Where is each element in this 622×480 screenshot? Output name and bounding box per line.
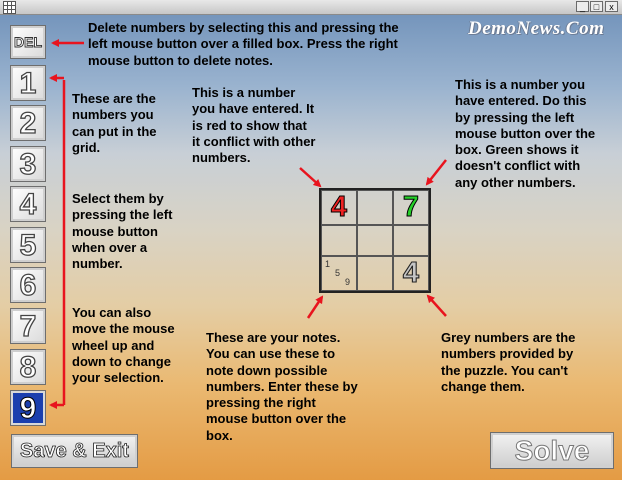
valid-annotation: This is a number you have entered. Do this by pressing the left mouse button over the box. Green shows it doesn't conflict with any other numbers. [455,77,596,190]
grid-cell[interactable]: 7 [393,190,429,225]
given-annotation: Grey numbers are the numbers provided by the puzzle. You can't change them. [441,330,576,394]
solve-button[interactable]: Solve [491,433,613,468]
number-button-8[interactable]: 8 [11,350,45,384]
minimize-button[interactable]: _ [576,1,589,12]
number-button-2[interactable]: 2 [11,106,45,140]
close-button[interactable]: x [605,1,618,12]
number-button-1[interactable]: 1 [11,66,45,100]
arrow-to-notes-cell [308,297,322,318]
number-button-9[interactable]: 9 [11,391,45,425]
delete-button[interactable]: DEL [11,26,45,58]
number-button-7[interactable]: 7 [11,309,45,343]
select-annotation: Select them by pressing the left mouse button when over a number. [72,191,173,272]
wheel-annotation: You can also move the mouse wheel up and down to change your selection. [72,305,175,386]
number-button-6[interactable]: 6 [11,268,45,302]
grid-cell[interactable]: 4 [393,256,429,291]
save-exit-button[interactable]: Save & Exit [12,435,137,467]
number-button-5[interactable]: 5 [11,228,45,262]
note-digit: 1 [325,259,331,269]
note-digit: 5 [335,268,341,278]
notes-annotation: These are your notes. You can use these to note down possible numbers. Enter these by pressing the right mouse button over the box. [206,330,358,443]
numbers-annotation: These are the numbers you can put in the grid. [72,91,157,155]
grid-cell[interactable]: 4 [321,190,357,225]
number-button-3[interactable]: 3 [11,147,45,181]
arrow-to-red-cell [300,168,320,186]
note-digit: 9 [345,277,351,287]
arrow-to-green-cell [427,160,446,184]
maximize-button[interactable]: □ [590,1,603,12]
delete-annotation: Delete numbers by selecting this and pressing the left mouse button over a filled box. Press the right mouse button to delete notes. [88,20,399,68]
number-button-4[interactable]: 4 [11,187,45,221]
watermark-text: DemoNews.Com [468,18,605,39]
conflict-annotation: This is a number you have entered. It is red to show that it conflict with other numbers. [192,85,316,166]
arrow-to-grey-cell [428,296,446,316]
